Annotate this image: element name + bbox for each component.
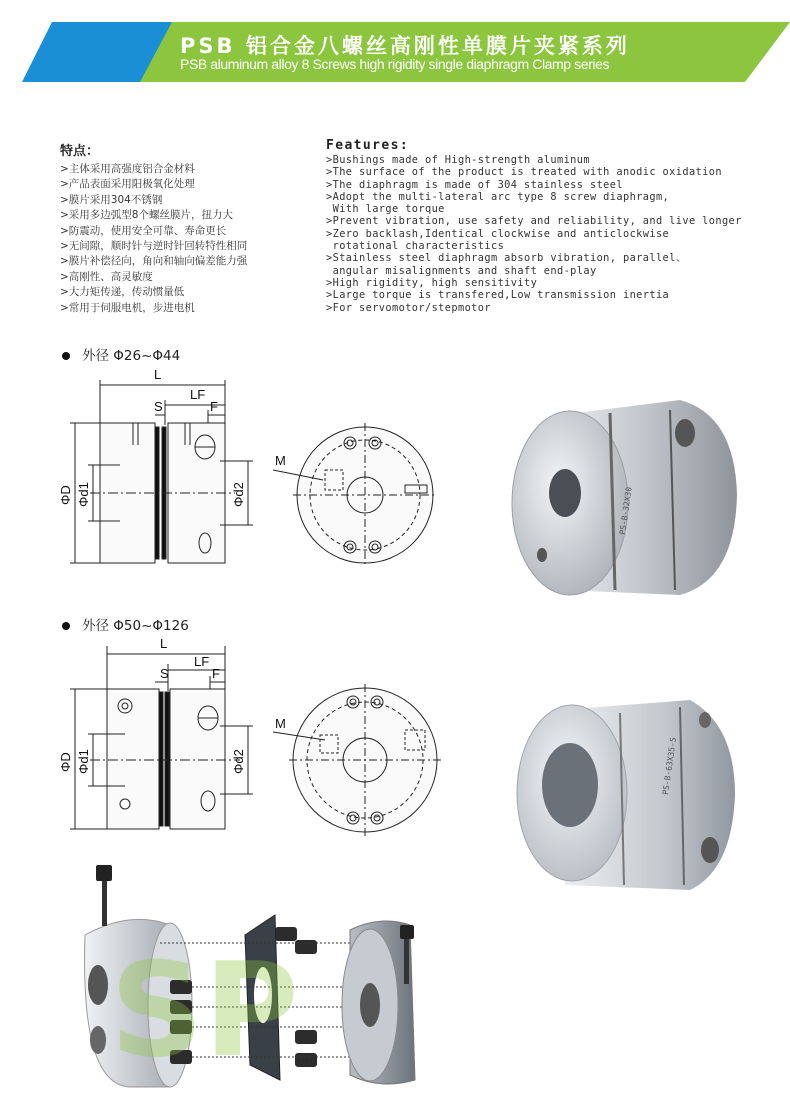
dim-S: S (160, 666, 169, 681)
header-banner (0, 0, 790, 100)
section2-heading (62, 614, 189, 634)
dim-M: M (275, 716, 286, 731)
dim-L: L (160, 636, 168, 651)
dim-L: L (154, 367, 162, 382)
dim-LF: LF (194, 654, 210, 669)
dim-LF: LF (190, 387, 206, 402)
section1-heading (62, 344, 180, 364)
side-view-drawing-small (50, 365, 260, 585)
feature-cn-item: >膜片补偿径向，角向和轴向偏差能力强 (60, 255, 248, 268)
feature-en-item: >Large torque is transfered,Low transmission inertia (326, 289, 670, 302)
features-en-heading: Features: (326, 138, 410, 153)
page-title: PSB 铝合金八螺丝高刚性单膜片夹紧系列 (180, 34, 630, 58)
feature-cn-item: >膜片采用304不锈钢 (60, 193, 163, 206)
feature-en-item: With large torque (326, 203, 445, 216)
feature-en-item: rotational characteristics (326, 240, 505, 253)
watermark-logo: SP (110, 934, 299, 1086)
feature-en-item: >Adopt the multi-lateral arc type 8 screw diaphragm, (326, 190, 670, 203)
sp-logo (0, 0, 50, 44)
side-view-drawing-large (50, 636, 260, 846)
features-cn-heading: 特点： (60, 144, 100, 159)
exploded-view-image (70, 855, 450, 1090)
feature-en-item: >Bushings made of High-strength aluminum (326, 154, 590, 166)
feature-en-item: >The surface of the product is treated with anodic oxidation (326, 166, 722, 179)
feature-en-item: >Prevent vibration, use safety and reliability, and live longer (326, 215, 742, 228)
dim-D: ΦD (58, 752, 73, 772)
dim-d2: Φd2 (231, 749, 246, 774)
dim-S: S (154, 399, 163, 414)
features-cn (60, 140, 290, 316)
coupling-photo-large (510, 685, 750, 900)
dim-D: ΦD (58, 485, 73, 505)
feature-cn-item: >防震动，使用安全可靠、寿命更长 (60, 224, 227, 237)
feature-cn-item: >大力矩传递，传动惯量低 (60, 286, 185, 299)
dim-d1: Φd1 (76, 482, 91, 507)
dim-F: F (210, 399, 218, 414)
bullet-icon (62, 622, 70, 630)
feature-cn-item: >常用于伺服电机，步进电机 (60, 301, 195, 314)
feature-en-item: >High rigidity, high sensitivity (326, 276, 538, 289)
dim-d1: Φd1 (76, 749, 91, 774)
feature-cn-item: >采用多边弧型8个螺丝膜片，扭力大 (60, 209, 233, 222)
feature-en-item: >The diaphragm is made of 304 stainless steel (326, 178, 623, 191)
front-view-drawing-small (265, 420, 465, 580)
feature-en-item: >For servomotor/stepmotor (326, 301, 491, 314)
feature-en-item: >Stainless steel diaphragm absorb vibration, parallel、 (326, 252, 687, 265)
feature-en-item: >Zero backlash,Identical clockwise and anticlockwise (326, 227, 670, 240)
dim-d2: Φd2 (231, 482, 246, 507)
features-en (326, 138, 746, 314)
product-marking: PS-B-63X35-5 (661, 736, 679, 796)
feature-cn-item: >主体采用高强度铝合金材料 (60, 163, 195, 175)
feature-cn-item: >产品表面采用阳极氧化处理 (60, 178, 195, 191)
product-marking: PS-B-32X30 (618, 486, 634, 536)
feature-en-item: angular misalignments and shaft end-play (326, 264, 597, 277)
page-subtitle: PSB aluminum alloy 8 Screws high rigidity single diaphragm Clamp series (180, 56, 610, 72)
dim-M: M (275, 453, 286, 468)
bullet-icon (62, 352, 70, 360)
feature-cn-item: >高刚性、高灵敏度 (60, 270, 153, 283)
section1-label: 外径 Φ26~Φ44 (82, 348, 181, 364)
feature-cn-item: >无间隙，顺时针与逆时针回转特性相同 (60, 240, 248, 253)
svg-text:R: R (42, 5, 47, 13)
svg-text:SP: SP (0, 7, 38, 37)
section2-label: 外径 Φ50~Φ126 (82, 618, 189, 634)
coupling-photo-small (505, 385, 745, 615)
dim-F: F (212, 666, 220, 681)
front-view-drawing-large (265, 680, 465, 850)
